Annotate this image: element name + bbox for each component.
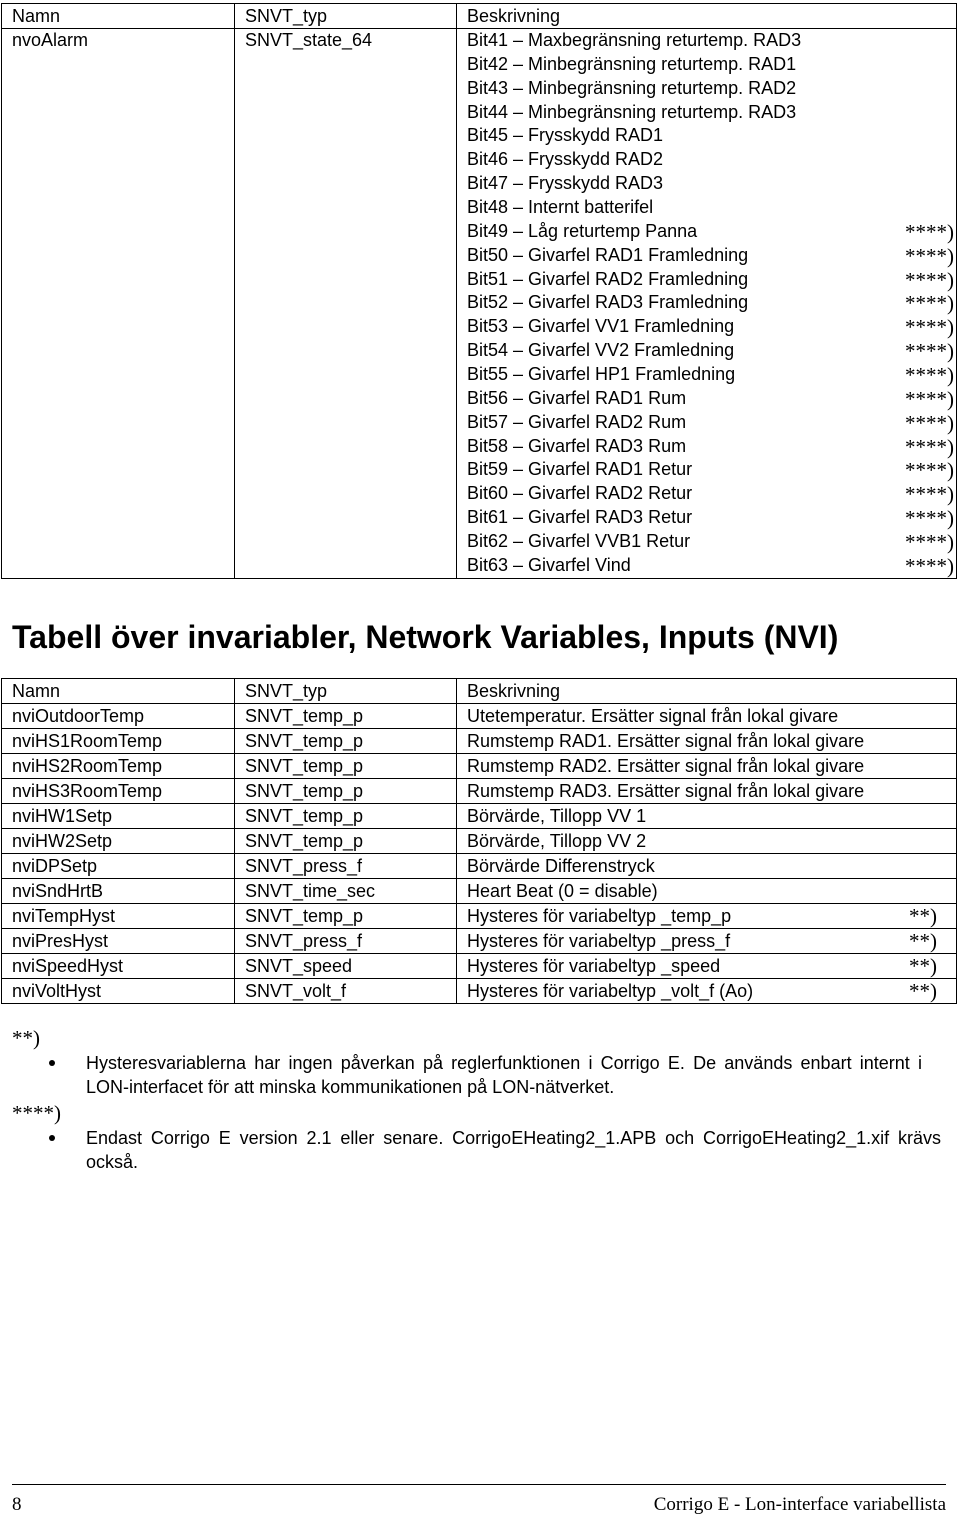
- alarm-type-cell: SNVT_state_64: [235, 29, 457, 579]
- alarm-bit-row: [467, 339, 954, 363]
- nvi-name-cell: nviPresHyst: [2, 929, 235, 954]
- alarm-bit-row: [467, 315, 954, 339]
- alarm-bit-text: Bit45 – Frysskydd RAD1: [467, 125, 664, 146]
- nvi-name-cell: nviHW1Setp: [2, 804, 235, 829]
- nvi-type-cell: SNVT_temp_p: [235, 779, 457, 804]
- nvi-type-cell: SNVT_temp_p: [235, 704, 457, 729]
- alarm-bit-row: [467, 458, 954, 482]
- nvi-name-cell: nviSndHrtB: [2, 879, 235, 904]
- nvi-type-cell: SNVT_temp_p: [235, 729, 457, 754]
- footnote-label: ****): [12, 1101, 61, 1125]
- nvi-description-text: Rumstemp RAD1. Ersätter signal från lokal givare: [467, 731, 865, 751]
- footnote-line: Hysteresvariablerna har ingen påverkan på reglerfunktionen i Corrigo E. De används enbart internt i: [86, 1053, 922, 1073]
- footnote-marker: ****): [905, 482, 954, 507]
- footnote-marker: ****): [905, 339, 954, 364]
- nvi-type-cell: SNVT_temp_p: [235, 829, 457, 854]
- nvi-type-cell: SNVT_temp_p: [235, 754, 457, 779]
- footnote-marker: ****): [905, 362, 954, 387]
- nvi-name-cell: nviHS3RoomTemp: [2, 779, 235, 804]
- alarm-bit-text: Bit46 – Frysskydd RAD2: [467, 149, 664, 170]
- footnote-label: **): [12, 1026, 40, 1050]
- nvi-name-cell: nviVoltHyst: [2, 979, 235, 1004]
- nvi-description-cell: [457, 979, 957, 1004]
- alarm-bit-text: Bit62 – Givarfel VVB1 Retur: [467, 531, 691, 552]
- header-description: Beskrivning: [457, 679, 957, 704]
- alarm-bit-text: Bit61 – Givarfel RAD3 Retur: [467, 507, 693, 528]
- alarm-bit-text: Bit56 – Givarfel RAD1 Rum: [467, 387, 687, 408]
- alarm-bit-row: [467, 291, 954, 315]
- footnote-marker: ****): [905, 553, 954, 578]
- nvi-type-cell: SNVT_time_sec: [235, 879, 457, 904]
- nvi-type-cell: SNVT_temp_p: [235, 804, 457, 829]
- alarm-bit-text: Bit53 – Givarfel VV1 Framledning: [467, 316, 735, 337]
- alarm-bit-text: Bit48 – Internt batterifel: [467, 197, 654, 218]
- nvi-name-cell: nviDPSetp: [2, 854, 235, 879]
- header-description: Beskrivning: [457, 4, 957, 29]
- footnote-line: Endast Corrigo E version 2.1 eller senare. CorrigoEHeating2_1.APB och CorrigoEHeating2_1.xif krävs: [86, 1128, 941, 1148]
- nvi-name-cell: nviSpeedHyst: [2, 954, 235, 979]
- alarm-bit-row: [467, 220, 954, 244]
- alarm-bit-row: [467, 387, 954, 411]
- alarm-bit-text: Bit63 – Givarfel Vind: [467, 554, 631, 575]
- nvi-description-cell: [457, 729, 957, 754]
- alarm-bit-row: [467, 554, 954, 578]
- alarm-bit-text: Bit44 – Minbegränsning returtemp. RAD3: [467, 101, 797, 122]
- footnote-marker: ****): [905, 291, 954, 316]
- nvi-description-cell: [457, 929, 957, 954]
- alarm-bit-text: Bit59 – Givarfel RAD1 Retur: [467, 459, 693, 480]
- alarm-name-cell: nvoAlarm: [2, 29, 235, 579]
- header-snvt-type: SNVT_typ: [235, 4, 457, 29]
- footnote-marker: **): [909, 904, 937, 928]
- header-snvt-type: SNVT_typ: [235, 679, 457, 704]
- alarm-bit-text: Bit42 – Minbegränsning returtemp. RAD1: [467, 53, 797, 74]
- nvi-description-cell: [457, 754, 957, 779]
- nvi-name-cell: nviHW2Setp: [2, 829, 235, 854]
- nvi-description-cell: [457, 829, 957, 854]
- alarm-bit-row: [467, 482, 954, 506]
- footnote-marker: **): [909, 954, 937, 978]
- alarm-bit-text: Bit55 – Givarfel HP1 Framledning: [467, 364, 736, 385]
- footnote-marker: ****): [905, 315, 954, 340]
- footnote-marker: ****): [905, 410, 954, 435]
- nvi-description-text: Börvärde, Tillopp VV 2: [467, 831, 647, 851]
- nvi-description-cell: [457, 854, 957, 879]
- nvi-description-text: Börvärde Differenstryck: [467, 856, 655, 876]
- footnote-marker: ****): [905, 386, 954, 411]
- footnote-text: [86, 1126, 941, 1174]
- footnote-marker: **): [909, 929, 937, 953]
- alarm-bit-text: Bit43 – Minbegränsning returtemp. RAD2: [467, 77, 797, 98]
- footer-divider: [12, 1484, 946, 1485]
- header-name: Namn: [2, 4, 235, 29]
- alarm-bit-row: [467, 53, 954, 77]
- nvi-name-cell: nviHS2RoomTemp: [2, 754, 235, 779]
- alarm-bit-text: Bit49 – Låg returtemp Panna: [467, 220, 698, 241]
- footnote-marker: ****): [905, 267, 954, 292]
- nvi-description-cell: [457, 904, 957, 929]
- nvi-table: [1, 678, 957, 1004]
- footer-title: Corrigo E - Lon-interface variabellista: [653, 1494, 946, 1515]
- nvi-description-text: Utetemperatur. Ersätter signal från lokal givare: [467, 706, 839, 726]
- nvi-type-cell: SNVT_press_f: [235, 854, 457, 879]
- nvi-name-cell: nviOutdoorTemp: [2, 704, 235, 729]
- nvi-description-cell: [457, 779, 957, 804]
- alarm-bit-text: Bit50 – Givarfel RAD1 Framledning: [467, 244, 749, 265]
- bullet-icon: [49, 1135, 55, 1141]
- alarm-table: [1, 3, 957, 579]
- nvi-type-cell: SNVT_temp_p: [235, 904, 457, 929]
- alarm-bit-row: [467, 77, 954, 101]
- alarm-bit-row: [467, 530, 954, 554]
- footnote-marker: ****): [905, 458, 954, 483]
- alarm-bit-row: [467, 411, 954, 435]
- alarm-bit-text: Bit54 – Givarfel VV2 Framledning: [467, 340, 735, 361]
- nvi-description-text: Hysteres för variabeltyp _press_f: [467, 931, 731, 951]
- alarm-bit-row: [467, 172, 954, 196]
- alarm-bit-text: Bit57 – Givarfel RAD2 Rum: [467, 411, 687, 432]
- footnote-text: [86, 1051, 922, 1099]
- alarm-bit-row: [467, 124, 954, 148]
- nvi-description-text: Heart Beat (0 = disable): [467, 881, 658, 901]
- alarm-bit-text: Bit58 – Givarfel RAD3 Rum: [467, 435, 687, 456]
- nvi-name-cell: nviHS1RoomTemp: [2, 729, 235, 754]
- nvi-description-text: Hysteres för variabeltyp _temp_p: [467, 906, 732, 926]
- nvi-description-text: Hysteres för variabeltyp _speed: [467, 956, 721, 976]
- nvi-type-cell: SNVT_volt_f: [235, 979, 457, 1004]
- nvi-description-cell: [457, 804, 957, 829]
- alarm-bit-text: Bit47 – Frysskydd RAD3: [467, 173, 664, 194]
- nvi-description-text: Hysteres för variabeltyp _volt_f (Ao): [467, 981, 754, 1001]
- nvi-description-cell: [457, 954, 957, 979]
- nvi-description-cell: [457, 879, 957, 904]
- footnote-marker: ****): [905, 243, 954, 268]
- footnote-marker: ****): [905, 506, 954, 531]
- alarm-bit-row: [467, 244, 954, 268]
- alarm-bit-row: [467, 101, 954, 125]
- footnote-marker: **): [909, 979, 937, 1003]
- footnote-line: LON-interfacet för att minska kommunikationen på LON-nätverket.: [86, 1077, 615, 1097]
- nvi-name-cell: nviTempHyst: [2, 904, 235, 929]
- alarm-bit-row: [467, 268, 954, 292]
- alarm-bit-row: [467, 506, 954, 530]
- alarm-description-cell: [457, 29, 957, 579]
- nvi-type-cell: SNVT_press_f: [235, 929, 457, 954]
- alarm-bit-text: Bit60 – Givarfel RAD2 Retur: [467, 483, 693, 504]
- nvi-description-text: Rumstemp RAD3. Ersätter signal från lokal givare: [467, 781, 865, 801]
- page-number: 8: [12, 1494, 22, 1515]
- nvi-description-cell: [457, 704, 957, 729]
- footnote-marker: ****): [905, 434, 954, 459]
- footnote-marker: ****): [905, 529, 954, 554]
- nvi-description-text: Rumstemp RAD2. Ersätter signal från lokal givare: [467, 756, 865, 776]
- nvi-description-text: Börvärde, Tillopp VV 1: [467, 806, 647, 826]
- alarm-bit-row: [467, 363, 954, 387]
- nvi-type-cell: SNVT_speed: [235, 954, 457, 979]
- alarm-bit-text: Bit41 – Maxbegränsning returtemp. RAD3: [467, 30, 802, 50]
- alarm-bit-row: [467, 435, 954, 459]
- alarm-bit-row: [467, 29, 954, 53]
- bullet-icon: [49, 1060, 55, 1066]
- alarm-bit-text: Bit51 – Givarfel RAD2 Framledning: [467, 268, 749, 289]
- section-heading: Tabell över invariabler, Network Variables, Inputs (NVI): [12, 619, 839, 655]
- alarm-bit-row: [467, 148, 954, 172]
- alarm-bit-row: [467, 196, 954, 220]
- footnote-marker: ****): [905, 219, 954, 244]
- alarm-bit-text: Bit52 – Givarfel RAD3 Framledning: [467, 292, 749, 313]
- footnote-line: också.: [86, 1152, 139, 1172]
- header-name: Namn: [2, 679, 235, 704]
